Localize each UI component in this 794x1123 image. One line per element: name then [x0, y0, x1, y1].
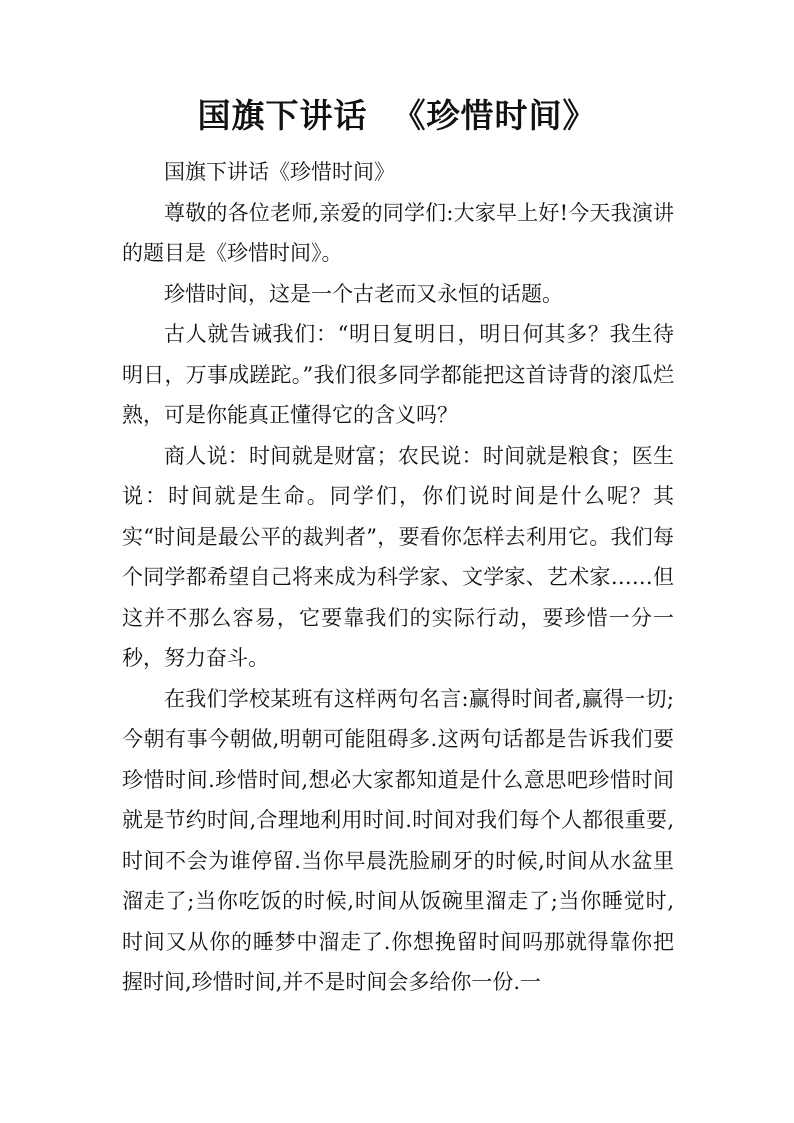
paragraph-subtitle: 国旗下讲话《珍惜时间》 — [164, 160, 395, 184]
paragraph-school-motto: 在我们学校某班有这样两句名言:赢得时间者,赢得一切;今朝有事今朝做,明朝可能阻碍多.这两句话都是告诉我们要珍惜时间.珍惜时间,想必大家都知道是什么意思吧珍惜时间就是节约时间,合理地利用时间.时间对我们每个人都很重要,时间不会为谁停留.当你早晨洗脸刷牙的时候,时间从水盆里溜走了;当你吃饭的时候,时间从饭碗里溜走了;当你睡觉时,时间又从你的睡梦中溜走了.你想挽留时间吗那就得靠你把握时间,珍惜时间,并不是时间会多给你一份.一 — [122, 686, 674, 994]
paragraph-topic: 珍惜时间，这是一个古老而又永恒的话题。 — [164, 281, 563, 306]
document-title: 国旗下讲话 《珍惜时间》 — [197, 96, 597, 135]
paragraph-ancient-poem: 古人就告诫我们：“明日复明日，明日何其多？我生待明日，万事成蹉跎。”我们很多同学都能把这首诗背的滚瓜烂熟，可是你能真正懂得它的含义吗？ — [122, 322, 674, 427]
document-body — [122, 152, 674, 1003]
paragraph-greeting: 尊敬的各位老师,亲爱的同学们:大家早上好!今天我演讲的题目是《珍惜时间》。 — [122, 200, 674, 265]
paragraph-time-meaning: 商人说：时间就是财富；农民说：时间就是粮食；医生说：时间就是生命。同学们，你们说时间是什么呢？其实“时间是最公平的裁判者”，要看你怎样去利用它。我们每个同学都希望自己将来成为科学家、文学家、艺术家……但这并不那么容易，它要靠我们的实际行动，要珍惜一分一秒，努力奋斗。 — [122, 443, 674, 670]
